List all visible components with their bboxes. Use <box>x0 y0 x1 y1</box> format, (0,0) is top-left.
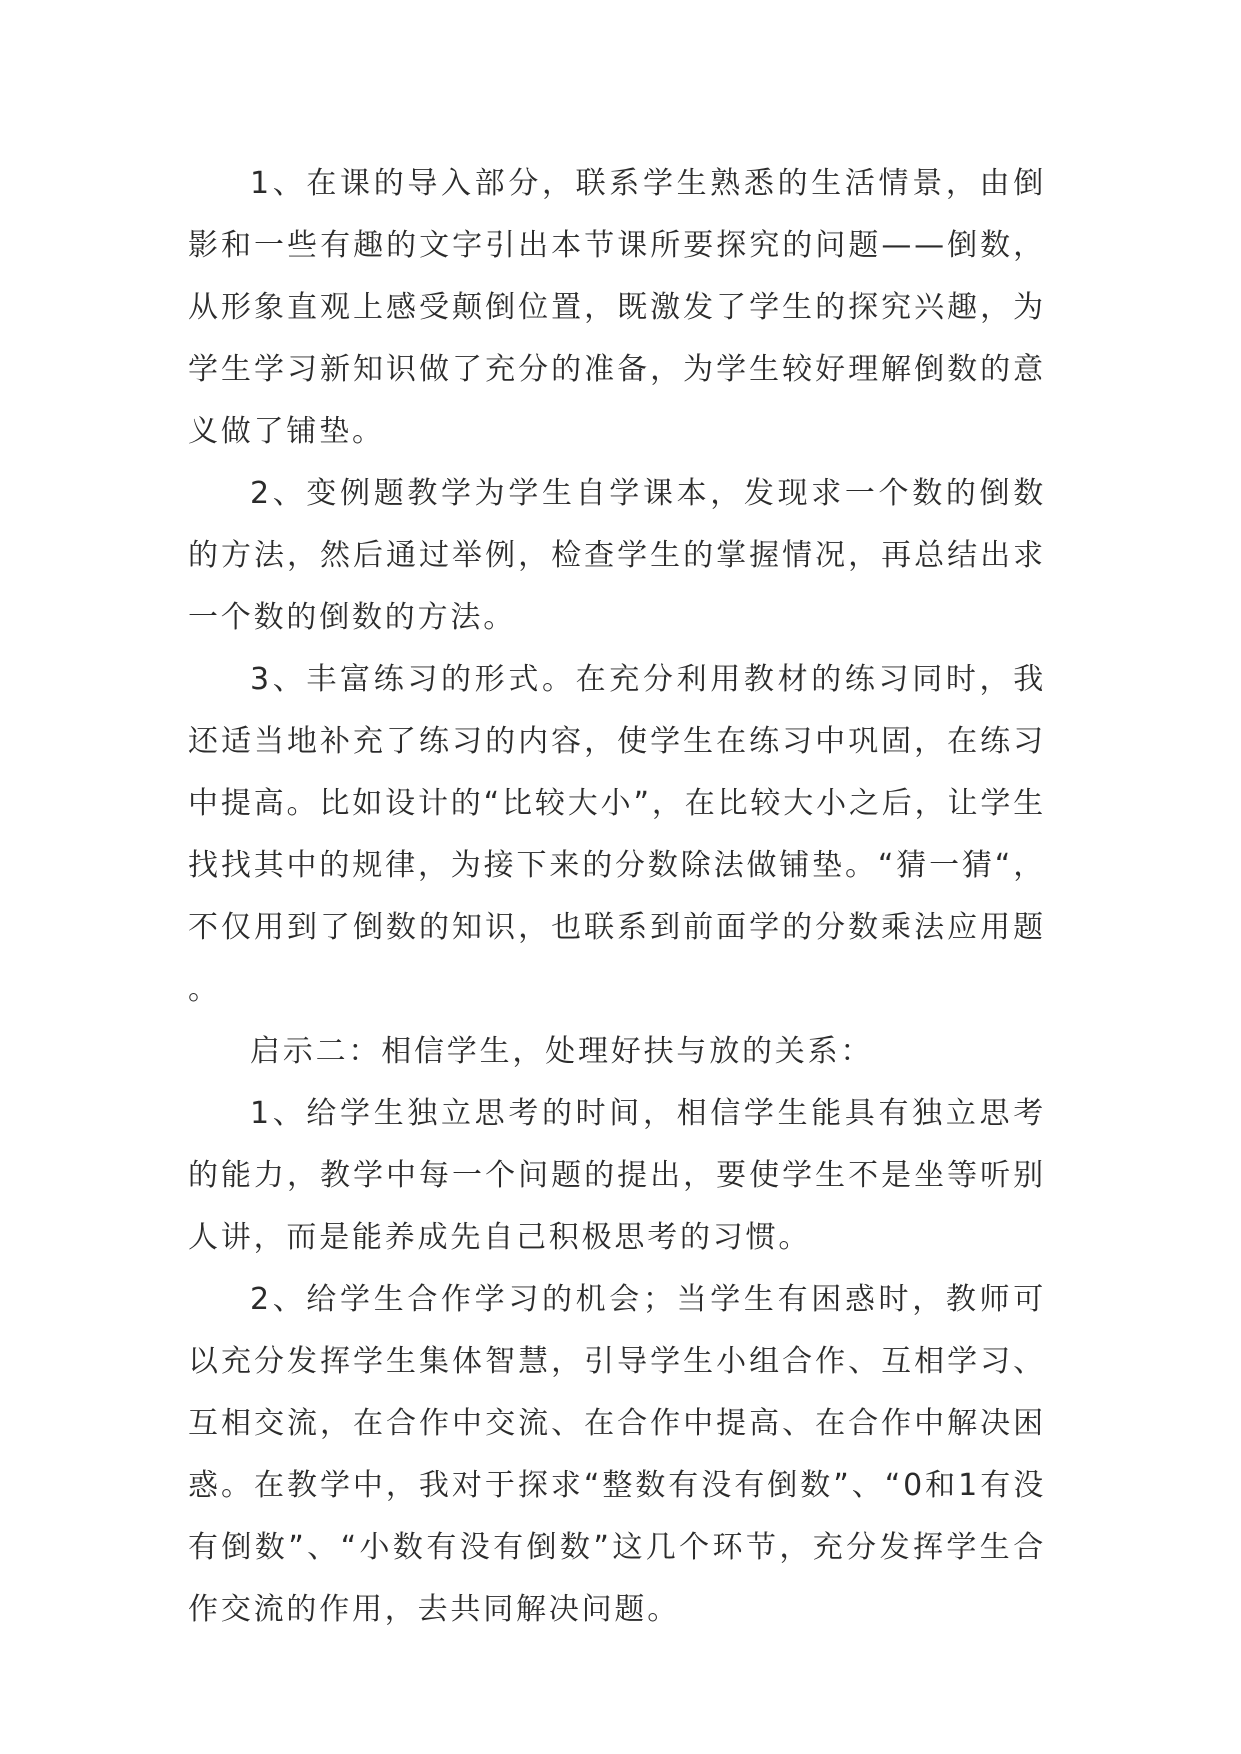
document-body <box>188 153 1046 1641</box>
paragraph-self-study: 2、变例题教学为学生自学课本，发现求一个数的倒数的方法，然后通过举例，检查学生的掌握情况，再总结出求一个数的倒数的方法。 <box>188 476 1046 635</box>
paragraph-intro-situation: 1、在课的导入部分，联系学生熟悉的生活情景，由倒影和一些有趣的文字引出本节课所要探究的问题——倒数，从形象直观上感受颠倒位置，既激发了学生的探究兴趣，为学生学习新知识做了充分的准备，为学生较好理解倒数的意义做了铺垫。 <box>188 166 1046 449</box>
paragraph-independent-thinking: 1、给学生独立思考的时间，相信学生能具有独立思考的能力，教学中每一个问题的提出，要使学生不是坐等听别人讲，而是能养成先自己积极思考的习惯。 <box>188 1096 1046 1255</box>
paragraph-practice-forms: 3、丰富练习的形式。在充分利用教材的练习同时，我还适当地补充了练习的内容，使学生在练习中巩固，在练习中提高。比如设计的“比较大小”，在比较大小之后，让学生找找其中的规律，为接下来的分数除法做铺垫。“猜一猜“，不仅用到了倒数的知识，也联系到前面学的分数乘法应用题。 <box>188 662 1046 1007</box>
paragraph-cooperative-learning: 2、给学生合作学习的机会；当学生有困惑时，教师可以充分发挥学生集体智慧，引导学生小组合作、互相学习、互相交流，在合作中交流、在合作中提高、在合作中解决困惑。在教学中，我对于探求“整数有没有倒数”、“0和1有没有倒数”、“小数有没有倒数”这几个环节，充分发挥学生合作交流的作用，去共同解决问题。 <box>188 1282 1046 1627</box>
section-heading-insight-two: 启示二：相信学生，处理好扶与放的关系： <box>250 1034 874 1069</box>
